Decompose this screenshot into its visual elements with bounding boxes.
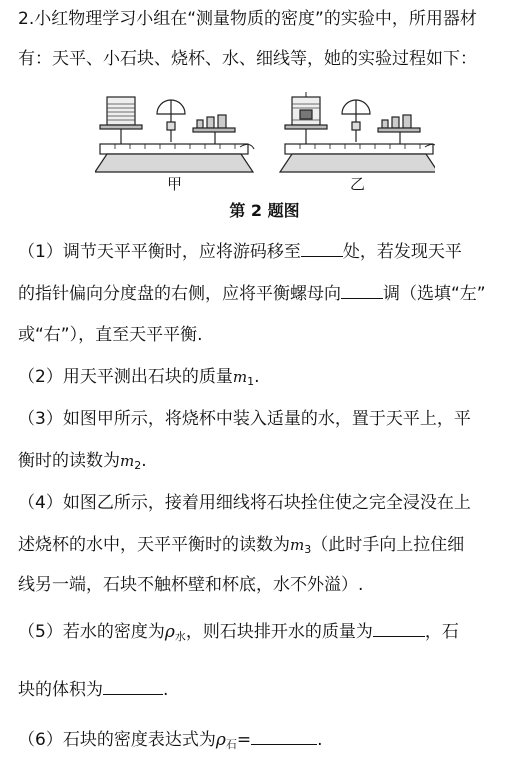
step-6-text: （6）石块的密度表达式为 [18, 730, 216, 750]
step-5-text-d: 块的体积为 [18, 680, 103, 700]
step-5-line-1 [18, 620, 518, 648]
balance-right [280, 92, 435, 172]
step-1-blank-1[interactable] [301, 240, 343, 257]
step-4-text-a: （4）如图乙所示，接着用细线将石块拴住使之完全浸没在上 [18, 493, 471, 513]
step-1-text-a: （1）调节天平平衡时，应将游码移至 [18, 242, 301, 262]
figure-caption: 第 2 题图 [229, 201, 300, 220]
question-number: 2. [18, 9, 35, 29]
step-5-text-a: （5）若水的密度为 [18, 622, 165, 642]
rho-stone-symbol: ρ [215, 730, 226, 750]
step-2-end: . [254, 367, 260, 387]
step-1-line-3 [18, 324, 518, 346]
question-intro-line-1 [18, 8, 518, 30]
step-4-sub: 3 [304, 543, 312, 556]
step-6-blank[interactable] [251, 728, 317, 745]
step-5-text-c: ，石 [424, 622, 459, 642]
rho-water-sub: 水 [174, 630, 186, 643]
step-5-blank-1[interactable] [373, 620, 425, 637]
step-5-blank-2[interactable] [103, 678, 163, 695]
step-4-text-d: 线另一端，石块不触杯壁和杯底，水不外溢）. [18, 575, 364, 595]
balance-figure [95, 92, 435, 182]
step-1-line-1 [18, 240, 518, 263]
step-3-line-1 [18, 408, 518, 430]
step-3-sub: 2 [134, 459, 142, 472]
step-5-line-2 [18, 678, 518, 701]
rho-stone-sub: 石 [225, 738, 237, 751]
intro-text-1: 小红物理学习小组在“测量物质的密度”的实验中，所用器材 [34, 9, 477, 29]
step-2-text: （2）用天平测出石块的质量 [18, 367, 233, 387]
step-4-line-2 [18, 534, 518, 561]
step-1-blank-2[interactable] [341, 282, 383, 299]
step-5-text-b: ，则石块排开水的质量为 [185, 622, 373, 642]
step-3-var: m [120, 452, 135, 470]
step-1-text-e: 或“右”），直至天平平衡. [18, 325, 203, 345]
step-4-line-1 [18, 492, 518, 514]
rho-water-symbol: ρ [164, 622, 175, 642]
step-4-var: m [290, 536, 305, 554]
step-1-text-c: 的指针偏向分度盘的右侧，应将平衡螺母向 [18, 284, 341, 304]
step-6-end: . [317, 730, 323, 750]
balance-left [95, 97, 254, 172]
step-6-equals: = [236, 730, 252, 750]
figure-label-right: 乙 [350, 175, 366, 193]
step-2-var: m [232, 368, 248, 386]
step-6-line [18, 728, 518, 756]
step-1-text-d: 调（选填“左” [383, 284, 486, 304]
step-2-line [18, 366, 518, 393]
step-4-line-3 [18, 574, 518, 596]
step-3-text-b: 衡时的读数为 [18, 451, 120, 471]
step-5-end: . [163, 680, 169, 700]
question-intro-line-2 [18, 48, 518, 70]
intro-text-2: 有：天平、小石块、烧杯、水、细线等，她的实验过程如下： [18, 49, 477, 69]
step-3-line-2 [18, 450, 518, 477]
step-2-sub: 1 [247, 375, 255, 388]
step-1-text-b: 处，若发现天平 [342, 242, 462, 262]
step-4-text-c: （此时手向上拉住细 [311, 535, 465, 555]
step-4-text-b: 述烧杯的水中，天平平衡时的读数为 [18, 535, 290, 555]
figure-label-left: 甲 [167, 175, 183, 193]
step-3-end: . [141, 451, 147, 471]
step-1-line-2 [18, 282, 518, 305]
step-3-text-a: （3）如图甲所示，将烧杯中装入适量的水，置于天平上，平 [18, 409, 471, 429]
